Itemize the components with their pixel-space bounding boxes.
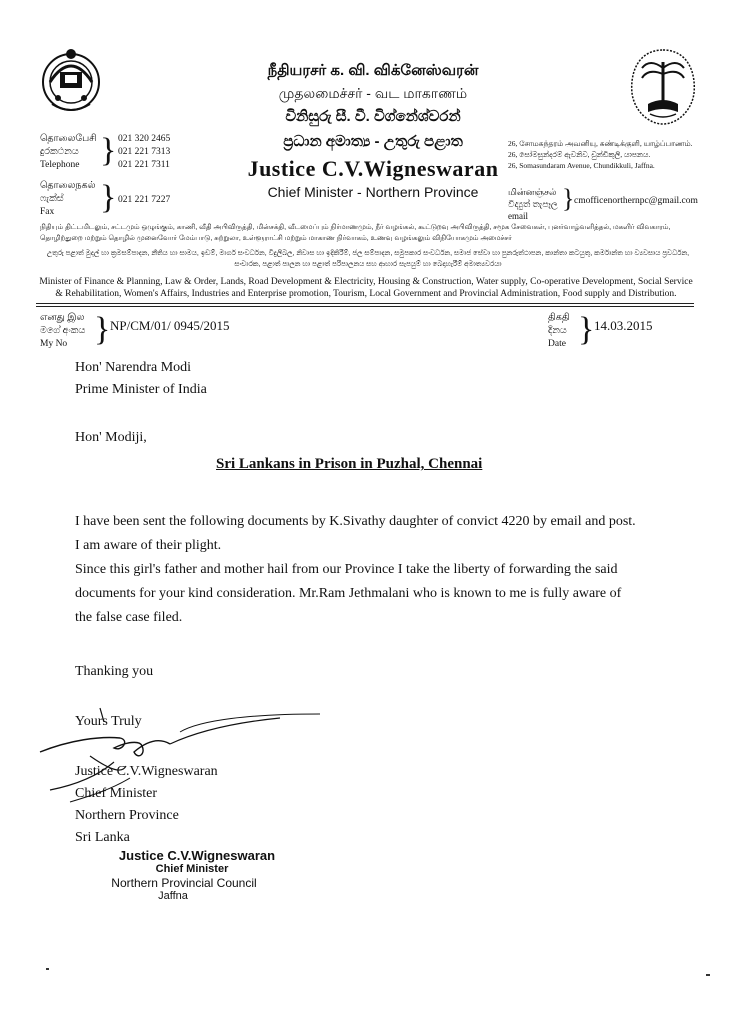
reference-brace: }: [94, 311, 111, 348]
email-label-sinhala: විද්‍යුත් තැපෑල: [508, 199, 558, 209]
header-divider-top: [36, 303, 694, 304]
fax-labels: [40, 180, 100, 219]
closing-country: Sri Lanka: [75, 830, 130, 845]
address-block: [508, 138, 698, 171]
stamp-city: Jaffna: [158, 890, 188, 902]
phone-labels: [40, 133, 100, 172]
recipient-title: Prime Minister of India: [75, 382, 207, 397]
letter-body: [75, 510, 695, 630]
fax-brace: }: [100, 179, 117, 216]
date-brace: }: [578, 311, 595, 348]
email-address[interactable]: cmofficenorthernpc@gmail.com: [574, 196, 698, 206]
position-sinhala: ප්‍රධාන අමාත්‍ය - උතුරු පළාත: [283, 133, 463, 150]
ministries-tamil: நிதியும் திட்டமிடலும், சட்டமும் ஒழுங்கும், காணி, வீதி அபிவிருத்தி, மின்சக்தி, வீடமைப்பும் நிர்மாணமும், நீர் வழங்கல், கூட்டுறவு அபிவிருத்தி, சமூக சேவைகள், புனர்வாழ்வளித்தல், மகளிர் விவகாரம், தொழிற்துறை மற்றும் தொழில் முனைவோர் மேம்பாடு, சுற்றுலா, உள்ளூராட்சி மற்றும் மாகாண நிர்வாகம், உணவு வழங்கலும் விநியோகமும் அமைச்சர்: [40, 224, 671, 242]
position-english: Chief Minister - Northern Province: [267, 184, 479, 200]
phone-number-2: 021 221 7313: [118, 147, 171, 157]
scan-speck: [46, 968, 49, 970]
header-divider-bottom: [36, 306, 694, 307]
scan-speck: [706, 974, 710, 976]
name-tamil: நீதியரசர் க. வி. விக்னேஸ்வரன்: [267, 62, 479, 79]
stamp-council: Northern Provincial Council: [111, 876, 257, 890]
body-line-2: I am aware of their plight.: [75, 538, 222, 553]
address-line-english: 26, Somasundaram Avenue, Chundikkuli, Jaffna.: [508, 161, 655, 170]
reference-label-sinhala: මගේ අංකය: [40, 326, 86, 336]
salutation: Hon' Modiji,: [75, 430, 147, 445]
phone-number-3: 021 221 7311: [118, 160, 170, 170]
stamp-name: Justice C.V.Wigneswaran: [118, 848, 276, 863]
body-line-5: the false case filed.: [75, 610, 183, 625]
closing-thanks: Thanking you: [75, 664, 154, 679]
subject-line: Sri Lankans in Prison in Puzhal, Chennai: [216, 456, 483, 472]
name-english: Justice C.V.Wigneswaran: [247, 156, 499, 181]
position-tamil: முதலமைச்சர் - வட மாகாணம்: [278, 85, 468, 101]
body-line-3: Since this girl's father and mother hail from our Province I take the liberty of forwarding the said: [75, 562, 618, 577]
northern-province-emblem: [628, 48, 698, 126]
email-labels: [508, 186, 568, 222]
ministries-english: Minister of Finance & Planning, Law & Order, Lands, Road Development & Electricity, Housing & Construction, Water supply, Co-operative Development, Social Service & Rehabilitation, Women's Affairs, Industries and Enterprise promotion, Tourism, Local Government and Provincial Administration, Food supply and Distribution.: [39, 277, 693, 299]
official-stamp: [92, 848, 292, 903]
phone-numbers: [118, 133, 208, 172]
stamp-title: Chief Minister: [155, 863, 229, 875]
phone-label-english: Telephone: [40, 160, 80, 170]
fax-number: 021 221 7227: [118, 195, 171, 205]
fax-label-tamil: தொலைநகல்: [40, 181, 96, 191]
ministries-sinhala: උතුරු පළාත් මුදල් හා ක්‍රමසම්පාදන, නීතිය හා සාමය, ඉඩම්, මාර්ග සංවර්ධන, විදුලිබල, නිවාස හා ඉදිකිරීම්, ජල සම්පාදන, සමුපකාර සංවර්ධන, සමාජ සේවා හා පුනරුත්ථාපන, කාන්තා කටයුතු, කර්මාන්ත හා ව්‍යවසාය ප්‍රවර්ධන, සංචාරක, පළාත් පාලන හා පළාත් පරිපාලනය සහ ආහාර සැපයුම් හා බෙදාහැරීම් අමාත්‍යවරයා: [46, 250, 690, 268]
reference-label-tamil: எனது இல: [40, 313, 85, 323]
body-line-1: I have been sent the following documents by K.Sivathy daughter of convict 4220 by email and post.: [75, 514, 636, 529]
email-label-tamil: மின்னஞ்சல்: [508, 187, 557, 197]
address-line-sinhala: 26, සෝමසුන්දරම් ඇවනිව, චුන්ඩිකුලි, යාපනය.: [508, 150, 651, 159]
address-line-tamil: 26, சோமசுந்தரம் அவனியு, சுண்டிக்குளி, யாழ்ப்பாணம்.: [508, 139, 693, 148]
recipient-name: Hon' Narendra Modi: [75, 360, 192, 375]
date-label-english: Date: [548, 339, 566, 349]
reference-number: NP/CM/01/ 0945/2015: [110, 318, 230, 333]
closing-yours: Yours Truly: [75, 714, 142, 729]
fax-label-sinhala: ෆැක්ස්: [40, 194, 64, 204]
sri-lanka-emblem: [38, 42, 104, 118]
phone-brace: }: [100, 132, 117, 169]
fax-label-english: Fax: [40, 207, 55, 217]
email-brace: }: [562, 184, 575, 213]
reference-labels: [40, 312, 96, 351]
name-sinhala: විනිසුරු සී. වී. විග්නේශ්වරන්: [285, 108, 461, 125]
body-line-4: documents for your kind consideration. Mr.Ram Jethmalani who is known to me is fully aware of: [75, 586, 622, 601]
closing-title: Chief Minister: [75, 786, 158, 801]
closing-province: Northern Province: [75, 808, 179, 823]
closing-name: Justice C.V.Wigneswaran: [75, 764, 218, 779]
reference-label-english: My No: [40, 339, 68, 349]
date-label-tamil: திகதி: [548, 313, 570, 323]
email-label-english: email: [508, 211, 528, 221]
phone-number-1: 021 320 2465: [118, 134, 171, 144]
phone-label-tamil: தொலைபேசி: [40, 134, 97, 144]
date-value: 14.03.2015: [594, 318, 653, 333]
date-label-sinhala: දිනය: [548, 326, 567, 336]
phone-label-sinhala: දුරකථනය: [40, 147, 79, 157]
